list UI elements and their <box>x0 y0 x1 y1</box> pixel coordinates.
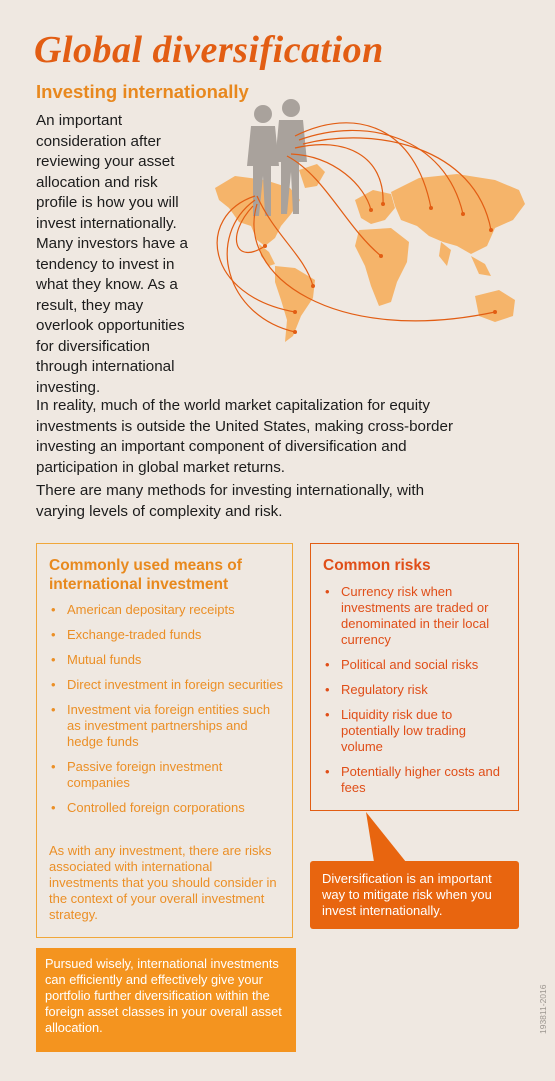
callout-text: Diversification is an important way to mitigate risk when you invest internationally. <box>322 871 492 918</box>
page-title: Global diversification <box>34 29 384 71</box>
intro-paragraph-4: There are many methods for investing internationally, with varying levels of complexity and risk. <box>36 482 425 520</box>
risk-item-label: Political and social risks <box>341 657 479 672</box>
callout-box <box>310 861 519 929</box>
summary-box <box>36 948 296 1052</box>
page-subtitle: Investing internationally <box>36 81 249 102</box>
summary-text: Pursued wisely, international investments can efficiently and effectively give your portfolio further diversification within the foreign asset classes in your overall asset allocation. <box>45 956 282 1035</box>
list-item: • Potentially higher costs and fees <box>325 764 500 795</box>
list-item: • Regulatory risk <box>325 682 428 697</box>
risk-item-label: Regulatory risk <box>341 682 428 697</box>
list-item: • Passive foreign investment companies <box>51 759 223 790</box>
intro-paragraph-2: Many investors have a tendency to invest in what they know. As a result, they may overlook opportunities for diversification through international investing. <box>36 235 188 396</box>
list-item: • Controlled foreign corporations <box>51 800 245 815</box>
means-item-label: Exchange-traded funds <box>67 627 202 642</box>
means-item-label: Controlled foreign corporations <box>67 800 245 815</box>
list-item: • Political and social risks <box>325 657 479 672</box>
risks-box <box>310 543 519 811</box>
risks-list <box>323 584 511 805</box>
list-item: • Currency risk when investments are traded or denominated in their local currency <box>325 584 490 647</box>
world-map-illustration <box>195 96 535 356</box>
list-item: • Exchange-traded funds <box>51 627 202 642</box>
means-item-label: Mutual funds <box>67 652 142 667</box>
list-item: • Direct investment in foreign securities <box>51 677 284 692</box>
means-note: As with any investment, there are risks associated with international investments that you should consider in the context of your overall investment strategy. <box>49 843 277 922</box>
means-box <box>36 543 293 938</box>
means-item-label: Direct investment in foreign securities <box>67 677 284 692</box>
list-item: • Liquidity risk due to potentially low trading volume <box>325 707 467 754</box>
intro-paragraph-1: An important consideration after reviewing your asset allocation and risk profile is how you will invest internationally. <box>36 112 179 232</box>
intro-paragraph-3: In reality, much of the world market capitalization for equity investments is outside the United States, making cross-border investing an important component of diversification and participation in global market returns. <box>36 397 454 476</box>
list-item: • American depositary receipts <box>51 602 235 617</box>
risk-item-label: Currency risk when investments are traded or denominated in their local currency <box>341 584 490 647</box>
callout-tail-icon <box>360 808 420 864</box>
risks-heading: Common risks <box>323 557 431 574</box>
means-item-label: Passive foreign investment companies <box>67 759 223 790</box>
means-heading: Commonly used means of international investment <box>49 557 242 593</box>
means-list <box>49 602 285 825</box>
risk-item-label: Liquidity risk due to potentially low trading volume <box>341 707 467 754</box>
list-item: • Investment via foreign entities such as investment partnerships and hedge funds <box>51 702 271 749</box>
means-item-label: Investment via foreign entities such as investment partnerships and hedge funds <box>67 702 271 749</box>
list-item: • Mutual funds <box>51 652 142 667</box>
means-item-label: American depositary receipts <box>67 602 235 617</box>
document-code: 193811-2016 <box>538 984 548 1034</box>
risk-item-label: Potentially higher costs and fees <box>341 764 500 795</box>
